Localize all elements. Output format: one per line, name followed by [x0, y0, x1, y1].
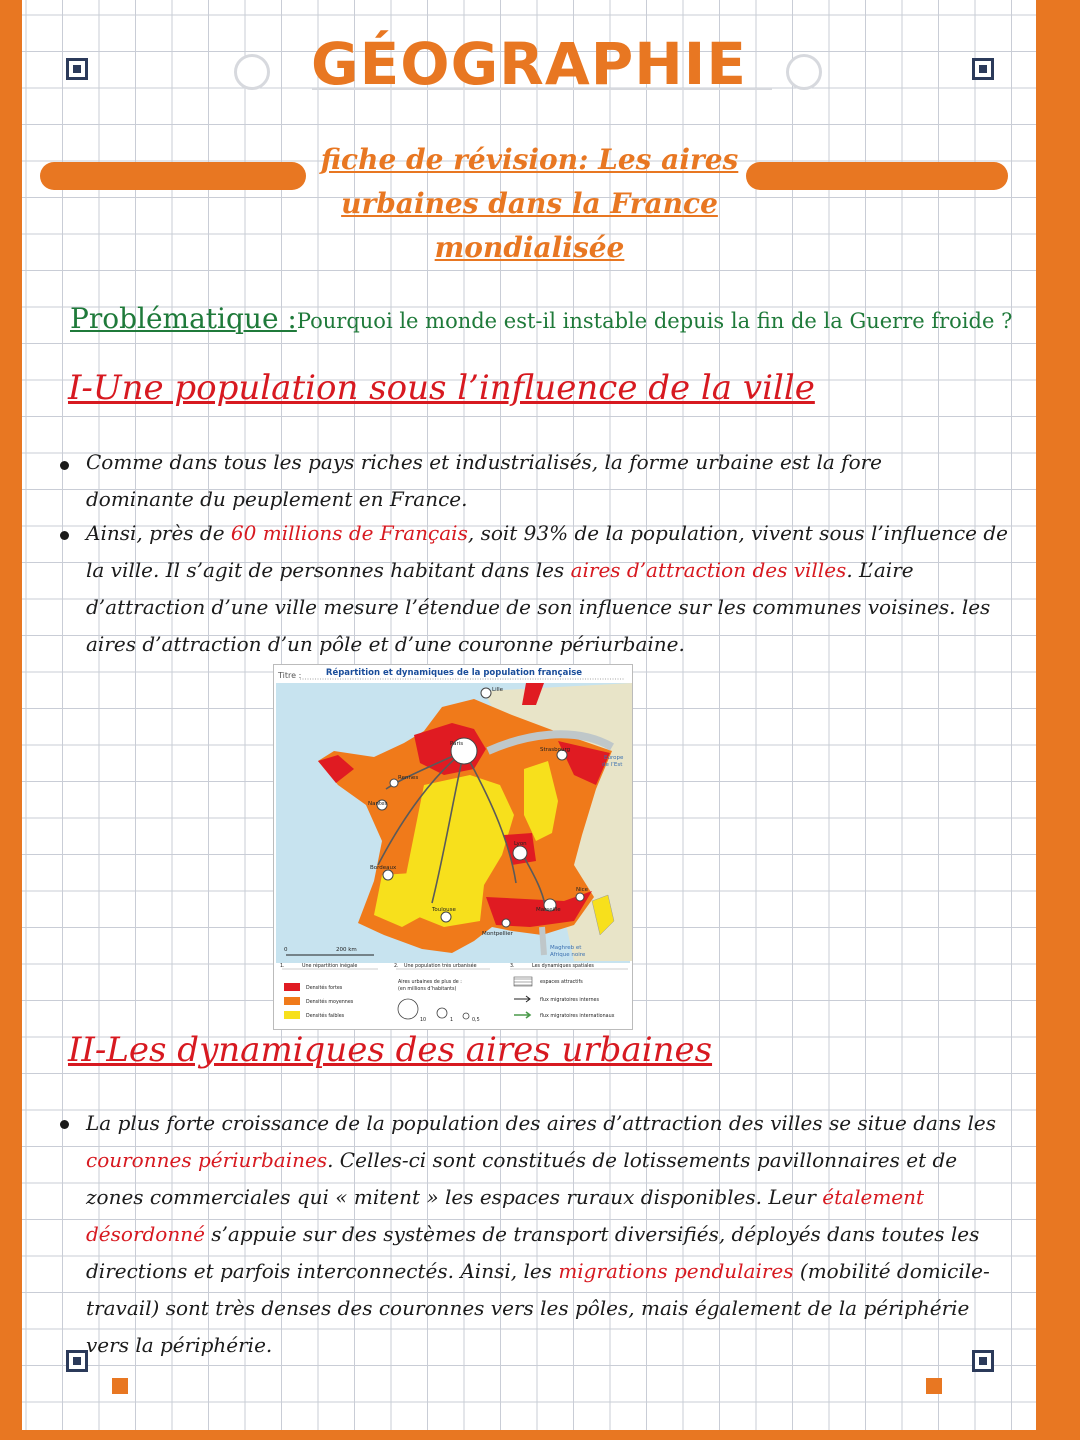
- worksheet-page: [22, 0, 1036, 1430]
- map-city-label: Rennes: [398, 775, 419, 781]
- map-scale-zero: 0: [284, 947, 288, 953]
- map-city-circle-toulouse: [441, 912, 451, 922]
- legend-label: Densités moyennes: [306, 1000, 354, 1005]
- highlight-term: couronnes périurbaines: [86, 1148, 328, 1172]
- legend-swatch-low: [284, 1011, 300, 1019]
- highlight-term: étalement désordonné: [86, 1185, 925, 1246]
- subtitle-line: mondialisée: [434, 231, 625, 264]
- orange-square-decoration: [112, 1378, 128, 1394]
- subtitle-line: fiche de révision: Les aires: [320, 143, 739, 176]
- bullet-icon: [60, 461, 69, 470]
- problematique-label: Problématique :: [70, 302, 297, 335]
- map-arrow-label: de l’Est: [602, 762, 623, 768]
- france-population-map: [274, 665, 632, 1029]
- legend-number: 2.: [394, 964, 399, 969]
- map-city-circle-rennes: [390, 779, 398, 787]
- legend-number: 1.: [280, 964, 285, 969]
- text-run: s’appuie sur des systèmes de transport diversifiés, déployés dans toutes les directions et parfois interconnectés. Ainsi, les: [86, 1222, 980, 1283]
- problematique: [70, 302, 1036, 335]
- map-city-label: Lyon: [514, 841, 527, 847]
- corner-bracket-icon: [66, 1350, 88, 1372]
- map-maghreb-flow-arrow: [542, 927, 544, 955]
- text-run: (mobilité domicile-travail) sont très denses des couronnes vers les pôles, mais également de la périphérie vers la périphérie.: [86, 1259, 990, 1357]
- section-1-heading: I-Une population sous l’influence de la ville: [68, 368, 815, 408]
- map-city-label: Montpellier: [482, 931, 513, 937]
- subtitle-line: urbaines dans la France: [341, 187, 718, 220]
- text-run: , soit 93% de la population, vivent sous l’influence de la ville. Il s’agit de personnes habitant dans les: [86, 521, 1008, 582]
- map-title: Répartition et dynamiques de la population française: [325, 668, 583, 678]
- legend-number: 3.: [510, 964, 515, 969]
- problematique-question: Pourquoi le monde est-il instable depuis la fin de la Guerre froide ?: [296, 309, 1013, 333]
- legend-swatch-medium: [284, 997, 300, 1005]
- legend-label: flux migratoires internationaux: [540, 1014, 615, 1019]
- map-city-circle-lille: [481, 688, 491, 698]
- highlight-term: aires d’attraction des villes: [570, 558, 847, 582]
- legend-hatch-swatch: [514, 977, 532, 986]
- map-city-label: Nice: [576, 887, 589, 893]
- bullet-icon: [60, 1120, 69, 1129]
- map-city-label: Strasbourg: [540, 747, 571, 753]
- map-city-label: Nantes: [368, 801, 388, 807]
- map-arrow-label: Afrique noire: [550, 952, 586, 958]
- legend-international-arrow-icon: [514, 1012, 530, 1018]
- legend-size-label: 0,5: [472, 1018, 480, 1023]
- legend-text: (en millions d’habitants): [398, 987, 457, 992]
- legend-label: espaces attractifs: [540, 980, 583, 985]
- map-city-circle-nice: [576, 893, 584, 901]
- legend-circle-05: [463, 1013, 469, 1019]
- legend-swatch-high: [284, 983, 300, 991]
- subtitle: [312, 138, 747, 270]
- map-legend: [280, 962, 628, 1023]
- legend-circle-1: [437, 1008, 447, 1018]
- map-city-label: Marseille: [536, 907, 561, 913]
- bullet-icon: [60, 531, 69, 540]
- map-city-label: Lille: [492, 687, 504, 693]
- map-scale-distance: 200 km: [336, 947, 357, 953]
- section-2-heading: II-Les dynamiques des aires urbaines: [68, 1030, 713, 1070]
- legend-size-label: 10: [420, 1018, 427, 1023]
- highlight-term: migrations pendulaires: [558, 1259, 794, 1283]
- legend-label: Densités faibles: [306, 1014, 345, 1019]
- legend-label: flux migratoires internes: [540, 998, 599, 1003]
- orange-square-decoration: [926, 1378, 942, 1394]
- text-run: Ainsi, près de: [86, 521, 231, 545]
- text-run: . Celles-ci sont constitués de lotissements pavillonnaires et de zones commerciales qui « mitent » les espaces ruraux disponibles. Leur: [86, 1148, 958, 1209]
- map-title-label: Titre :: [278, 671, 302, 680]
- legend-title: Les dynamiques spatiales: [532, 964, 594, 969]
- map-arrow-label: Europe: [604, 755, 624, 761]
- map-city-circle-lyon: [513, 846, 527, 860]
- legend-title: Une population très urbanisée: [404, 964, 477, 969]
- section-2-paragraph: [86, 1105, 1016, 1364]
- map-city-circle-bordeaux: [383, 870, 393, 880]
- highlight-term: 60 millions de Français: [230, 521, 468, 545]
- section-1-bullet-1: Comme dans tous les pays riches et industrialisés, la forme urbaine est la fore dominante du peuplement en France.: [86, 450, 883, 511]
- legend-internal-arrow-icon: [514, 996, 530, 1002]
- legend-label: Densités fortes: [306, 986, 343, 991]
- legend-circle-10: [398, 999, 418, 1019]
- map-city-label: Bordeaux: [370, 865, 397, 871]
- orange-bar-decoration: [746, 162, 1008, 190]
- legend-size-label: 1: [450, 1018, 454, 1023]
- map-arrow-label: Maghreb et: [550, 945, 582, 951]
- legend-title: Une répartition inégale: [302, 964, 358, 969]
- text-run: . L’aire d’attraction d’une ville mesure l’étendue de son influence sur les communes voisines. les aires d’attraction d’un pôle et d’une couronne périurbaine.: [86, 558, 991, 656]
- page-title: GÉOGRAPHIE: [311, 30, 747, 98]
- map-city-circle-montpellier: [502, 919, 510, 927]
- orange-bar-decoration: [40, 162, 306, 190]
- text-run: La plus forte croissance de la population des aires d’attraction des villes se situe dans les: [86, 1111, 996, 1135]
- legend-text: Aires urbaines de plus de :: [398, 980, 462, 985]
- map-city-label: Paris: [450, 741, 464, 747]
- map-city-label: Toulouse: [432, 907, 456, 913]
- section-1-bullet-2: [86, 515, 1016, 663]
- map-figure: [273, 664, 633, 1030]
